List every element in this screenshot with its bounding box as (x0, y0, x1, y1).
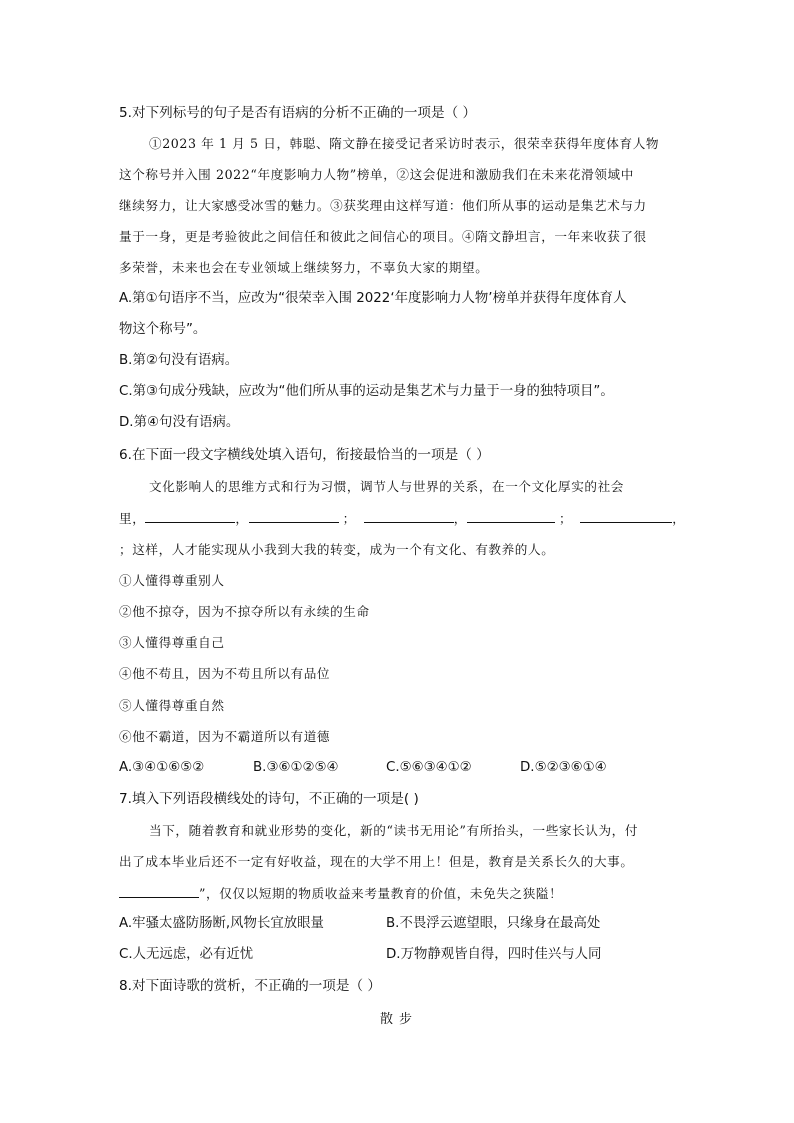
punct: ， (235, 511, 249, 526)
q7-passage-line: 当下，随着教育和就业形势的变化，新的“读书无用论”有所抬头，一些家长认为，付 (149, 823, 639, 838)
q6-item: ③人懂得尊重自己 (119, 635, 225, 650)
q5-option-a-cont: 物这个称号”。 (119, 322, 207, 337)
punct: ， (453, 511, 467, 526)
poem-title: 散步 (380, 1012, 419, 1027)
blank-line (467, 509, 555, 523)
q7-passage-line: 出了成本毕业后还不一定有好收益，现在的大学不用上！但是，教育是关系长久的大事。 (119, 854, 634, 869)
q5-passage-line: ①2023 年 1 月 5 日，韩聪、隋文静在接受记者采访时表示，很荣幸获得年度体育人物 (149, 136, 660, 151)
q6-passage-line: ；这样，人才能实现从小我到大我的转变，成为一个有文化、有教养的人。 (119, 542, 555, 557)
q6-blanks-line (119, 509, 685, 528)
q6-item: ⑤人懂得尊重自然 (119, 698, 225, 713)
q6-passage-line: 文化影响人的思维方式和行为习惯，调节人与世界的关系，在一个文化厚实的社会 (149, 479, 624, 494)
punct: ， (672, 511, 686, 526)
q6-choice-d: D.⑤②③⑥①④ (520, 760, 607, 775)
question-7-stem: 7.填入下列语段横线处的诗句，不正确的一项是( ) (119, 791, 419, 807)
blank-line (249, 509, 339, 523)
blank-line (145, 509, 235, 523)
q5-option-c: C.第③句成分残缺，应改为“他们所从事的运动是集艺术与力量于一身的独特项目”。 (119, 384, 614, 399)
q6-choice-c: C.⑤⑥③④①② (386, 760, 472, 775)
q5-option-a: A.第①句语序不当，应改为“很荣幸入围 2022‘年度影响力人物’榜单并获得年度体育人 (119, 291, 627, 306)
q6-choice-b: B.③⑥①②⑤④ (253, 760, 339, 775)
blank-line (119, 884, 199, 898)
q6-passage-text: 里， (119, 511, 146, 526)
q5-passage-line: 这个称号并入围 2022“年度影响力人物”榜单，②这会促进和激励我们在未来花滑领域中 (119, 167, 634, 182)
blank-line (364, 509, 454, 523)
q7-choice-b: B.不畏浮云遮望眼，只缘身在最高处 (386, 916, 601, 931)
punct: ； (342, 511, 356, 526)
q6-item: ④他不苟且，因为不苟且所以有品位 (119, 666, 331, 681)
q7-passage-line (119, 884, 562, 903)
blank-line (580, 509, 672, 523)
question-5-stem: 5.对下列标号的句子是否有语病的分析不正确的一项是（ ） (119, 105, 477, 121)
q6-choice-a: A.③④①⑥⑤② (119, 760, 205, 775)
q7-passage-text: ”，仅仅以短期的物质收益来考量教育的价值，未免失之狭隘！ (199, 886, 563, 901)
question-8-stem: 8.对下面诗歌的赏析，不正确的一项是（ ） (119, 978, 381, 994)
punct: ； (559, 511, 573, 526)
q6-item: ①人懂得尊重别人 (119, 573, 225, 588)
q5-option-b: B.第②句没有语病。 (119, 353, 239, 368)
q7-choice-d: D.万物静观皆自得，四时佳兴与人同 (386, 947, 602, 962)
q6-item: ②他不掠夺，因为不掠夺所以有永续的生命 (119, 604, 370, 619)
q7-choice-a: A.牢骚太盛防肠断,风物长宜放眼量 (119, 916, 324, 931)
q5-passage-line: 继续努力，让大家感受冰雪的魅力。③获奖理由这样写道：他们所从事的运动是集艺术与力 (119, 198, 647, 213)
q7-choice-c: C.人无远虑，必有近忧 (119, 947, 254, 962)
q6-item: ⑥他不霸道，因为不霸道所以有道德 (119, 729, 331, 744)
q5-option-d: D.第④句没有语病。 (119, 415, 240, 430)
q5-passage-line: 量于一身，更是考验彼此之间信任和彼此之间信心的项目。④隋文静坦言，一年来收获了很 (119, 229, 647, 244)
question-6-stem: 6.在下面一段文字横线处填入语句，衔接最恰当的一项是（ ） (119, 447, 490, 463)
q5-passage-line: 多荣誉，未来也会在专业领域上继续努力，不辜负大家的期望。 (119, 260, 489, 275)
